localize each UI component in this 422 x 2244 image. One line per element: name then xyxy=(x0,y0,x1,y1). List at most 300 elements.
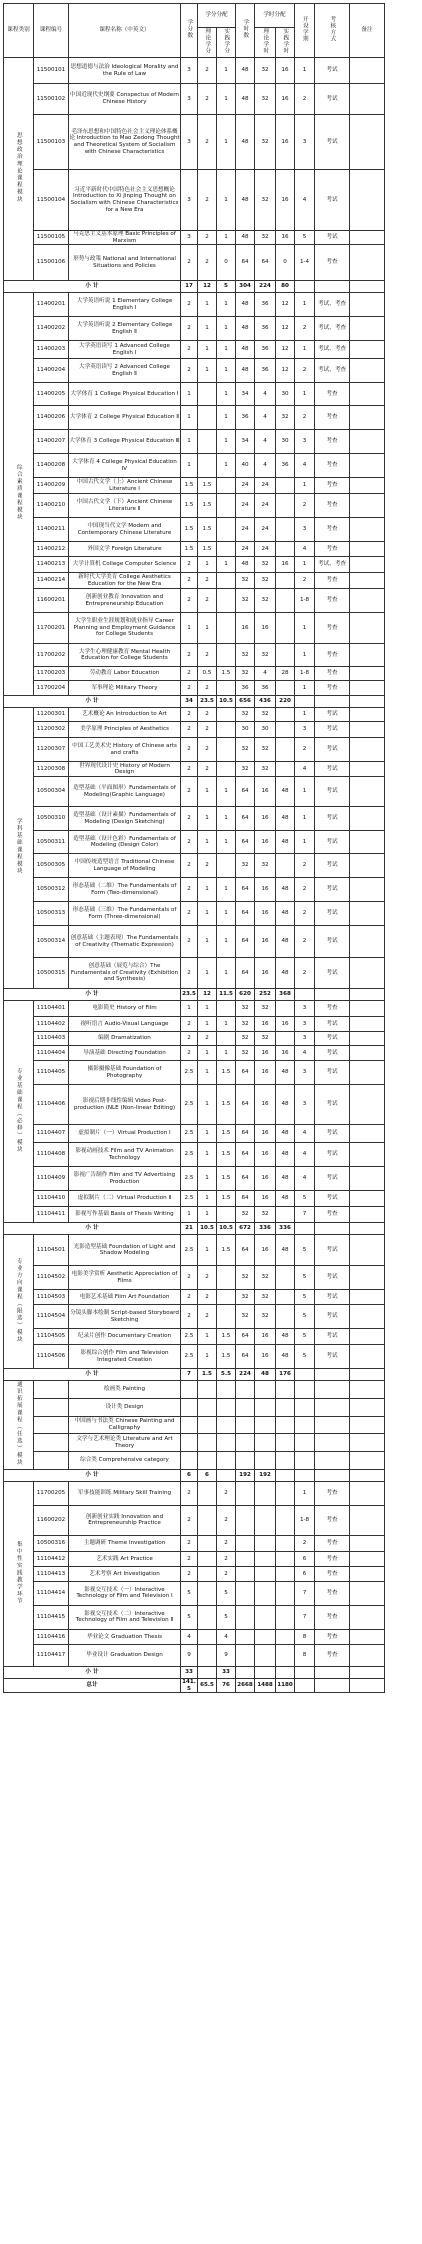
course-practice-credits xyxy=(217,573,236,589)
subtotal-practice-credits xyxy=(217,1469,236,1481)
course-theory-credits xyxy=(198,1416,217,1434)
course-hours xyxy=(236,1434,255,1452)
course-name: 电影美学赏析 Aesthetic Appreciation of Films xyxy=(69,1266,181,1290)
course-credits: 2.5 xyxy=(181,1167,198,1191)
course-theory-credits: 1 xyxy=(198,902,217,926)
header-theory-hours xyxy=(255,28,276,58)
course-assessment: 考试、考查 xyxy=(315,359,350,383)
table-row xyxy=(4,84,421,115)
course-theory-hours: 4 xyxy=(255,383,276,406)
course-name: 艺术考察 Art Investigation xyxy=(69,1566,181,1581)
course-hours xyxy=(236,1535,255,1551)
subtotal-label: 小 计 xyxy=(4,1469,181,1481)
course-theory-credits xyxy=(198,1452,217,1470)
table-row xyxy=(4,878,421,902)
course-practice-credits: 1 xyxy=(217,878,236,902)
course-practice-hours: 48 xyxy=(276,1085,295,1125)
table-row xyxy=(4,1085,421,1125)
course-credits: 1 xyxy=(181,430,198,454)
subtotal-remarks xyxy=(350,989,385,1001)
course-theory-hours: 16 xyxy=(255,878,276,902)
course-hours: 30 xyxy=(236,722,255,738)
course-assessment: 考查 xyxy=(315,1207,350,1223)
course-remarks xyxy=(350,613,385,644)
subtotal-row xyxy=(4,1369,421,1381)
course-semester xyxy=(295,1398,315,1416)
course-theory-hours: 16 xyxy=(255,613,276,644)
course-theory-hours: 32 xyxy=(255,84,276,115)
category-cell xyxy=(4,1235,34,1369)
course-assessment: 考试 xyxy=(315,1266,350,1290)
course-assessment: 考查 xyxy=(315,613,350,644)
course-practice-credits: 2 xyxy=(217,1535,236,1551)
course-remarks xyxy=(350,589,385,613)
course-name: 劳动教育 Labor Education xyxy=(69,667,181,681)
course-credits: 2.5 xyxy=(181,1329,198,1345)
subtotal-assessment xyxy=(315,696,350,708)
category-cell xyxy=(4,708,34,989)
course-theory-credits: 2 xyxy=(198,58,217,84)
course-remarks xyxy=(350,1305,385,1329)
course-remarks xyxy=(350,1629,385,1644)
course-theory-credits: 1 xyxy=(198,557,217,573)
course-theory-credits: 1 xyxy=(198,359,217,383)
course-remarks xyxy=(350,1125,385,1143)
table-row xyxy=(4,1416,421,1434)
course-remarks xyxy=(350,317,385,341)
course-assessment: 考查 xyxy=(315,518,350,542)
course-assessment: 考试、考查 xyxy=(315,341,350,359)
course-practice-hours: 28 xyxy=(276,667,295,681)
course-practice-hours xyxy=(276,542,295,557)
course-remarks xyxy=(350,1505,385,1535)
course-remarks xyxy=(350,542,385,557)
table-row xyxy=(4,1535,421,1551)
subtotal-remarks xyxy=(350,1469,385,1481)
course-theory-hours xyxy=(255,1581,276,1605)
course-practice-hours: 36 xyxy=(276,454,295,478)
course-practice-hours xyxy=(276,1032,295,1046)
course-name: 大学计算机 College Computer Science xyxy=(69,557,181,573)
course-hours: 48 xyxy=(236,557,255,573)
course-credits: 5 xyxy=(181,1605,198,1629)
course-practice-hours: 16 xyxy=(276,170,295,231)
course-theory-hours: 16 xyxy=(255,1167,276,1191)
course-assessment: 考查 xyxy=(315,1505,350,1535)
subtotal-remarks xyxy=(350,1223,385,1235)
course-hours: 64 xyxy=(236,1235,255,1266)
course-remarks xyxy=(350,1017,385,1032)
course-theory-hours: 16 xyxy=(255,1046,276,1061)
course-code xyxy=(34,1416,69,1434)
course-assessment: 考试 xyxy=(315,854,350,878)
subtotal-theory-hours: 436 xyxy=(255,696,276,708)
grand-total-label: 总计 xyxy=(4,1678,181,1692)
course-hours: 34 xyxy=(236,383,255,406)
subtotal-theory-hours: 48 xyxy=(255,1369,276,1381)
course-theory-credits: 2 xyxy=(198,681,217,696)
course-practice-credits: 4 xyxy=(217,1629,236,1644)
course-assessment: 考查 xyxy=(315,406,350,430)
course-assessment: 考试 xyxy=(315,84,350,115)
course-name: 大学生心理健康教育 Mental Health Education for College Students xyxy=(69,644,181,667)
course-semester: 3 xyxy=(295,1001,315,1017)
course-theory-credits: 2 xyxy=(198,738,217,762)
course-theory-hours xyxy=(255,1566,276,1581)
course-hours: 48 xyxy=(236,341,255,359)
course-theory-credits: 1 xyxy=(198,1017,217,1032)
course-assessment xyxy=(315,1452,350,1470)
course-practice-credits xyxy=(217,478,236,494)
course-credits: 5 xyxy=(181,1581,198,1605)
course-practice-hours xyxy=(276,1452,295,1470)
course-remarks xyxy=(350,1143,385,1167)
course-name: 大学体育 1 College Physical Education Ⅰ xyxy=(69,383,181,406)
course-code: 11104505 xyxy=(34,1329,69,1345)
subtotal-semester xyxy=(295,1369,315,1381)
course-hours: 32 xyxy=(236,1046,255,1061)
course-hours: 16 xyxy=(236,613,255,644)
table-row xyxy=(4,667,421,681)
course-semester: 2 xyxy=(295,573,315,589)
header-practice-hours xyxy=(276,28,295,58)
course-theory-hours: 32 xyxy=(255,1001,276,1017)
course-credits xyxy=(181,1452,198,1470)
course-credits: 2.5 xyxy=(181,1085,198,1125)
course-practice-credits: 1 xyxy=(217,807,236,831)
course-semester: 1 xyxy=(295,557,315,573)
table-row xyxy=(4,1032,421,1046)
course-credits: 2.5 xyxy=(181,1235,198,1266)
table-row xyxy=(4,589,421,613)
subtotal-remarks xyxy=(350,281,385,293)
course-theory-hours: 30 xyxy=(255,722,276,738)
course-semester: 5 xyxy=(295,1305,315,1329)
course-remarks xyxy=(350,1085,385,1125)
course-semester: 4 xyxy=(295,454,315,478)
category-cell xyxy=(4,58,34,281)
category-label: 学科基础课程模块 xyxy=(15,818,22,876)
course-hours: 32 xyxy=(236,1305,255,1329)
course-credits: 2 xyxy=(181,573,198,589)
course-theory-hours: 16 xyxy=(255,1191,276,1207)
grand-total-assessment xyxy=(315,1678,350,1692)
header-assessment xyxy=(315,4,350,58)
course-code: 11200308 xyxy=(34,762,69,777)
course-practice-credits xyxy=(217,1305,236,1329)
course-semester: 2 xyxy=(295,926,315,958)
course-practice-credits: 1.5 xyxy=(217,1191,236,1207)
course-practice-credits xyxy=(217,1290,236,1305)
course-theory-credits: 1 xyxy=(198,1046,217,1061)
course-theory-credits: 1 xyxy=(198,1061,217,1085)
course-remarks xyxy=(350,958,385,989)
course-semester: 5 xyxy=(295,1290,315,1305)
course-hours: 64 xyxy=(236,1085,255,1125)
course-practice-hours xyxy=(276,1629,295,1644)
course-theory-hours xyxy=(255,1629,276,1644)
course-practice-credits xyxy=(217,589,236,613)
course-semester: 4 xyxy=(295,1167,315,1191)
course-assessment: 考试 xyxy=(315,762,350,777)
course-hours: 32 xyxy=(236,1266,255,1290)
course-hours: 32 xyxy=(236,738,255,762)
course-theory-hours: 64 xyxy=(255,245,276,281)
course-name: 影视交互技术（二）Interactive Technology of Film and Television Ⅱ xyxy=(69,1605,181,1629)
table-row xyxy=(4,902,421,926)
course-practice-hours xyxy=(276,681,295,696)
course-theory-credits xyxy=(198,1605,217,1629)
course-hours: 36 xyxy=(236,681,255,696)
table-row xyxy=(4,1001,421,1017)
header-practice-credits xyxy=(217,28,236,58)
subtotal-semester xyxy=(295,1223,315,1235)
course-hours: 24 xyxy=(236,518,255,542)
course-theory-hours: 32 xyxy=(255,762,276,777)
course-hours: 64 xyxy=(236,878,255,902)
grand-total-credits: 141.5 xyxy=(182,1678,196,1692)
course-credits xyxy=(181,1416,198,1434)
course-theory-credits: 1 xyxy=(198,613,217,644)
table-row xyxy=(4,613,421,644)
header-hours xyxy=(236,4,255,58)
course-semester: 7 xyxy=(295,1581,315,1605)
course-name: 大学英语读写 1 Advanced College English Ⅰ xyxy=(69,341,181,359)
course-assessment: 考查 xyxy=(315,589,350,613)
course-name: 影视写作基础 Basis of Thesis Writing xyxy=(69,1207,181,1223)
course-theory-hours: 32 xyxy=(255,854,276,878)
subtotal-hours: 656 xyxy=(236,696,255,708)
course-credits: 1 xyxy=(181,454,198,478)
course-code: 11400205 xyxy=(34,383,69,406)
course-theory-credits: 1 xyxy=(198,1207,217,1223)
course-theory-credits xyxy=(198,1434,217,1452)
course-practice-credits: 1 xyxy=(217,115,236,170)
course-name: 分镜头脚本绘制 Script-based Storyboard Sketching xyxy=(69,1305,181,1329)
course-practice-hours xyxy=(276,494,295,518)
subtotal-practice-credits: 11.5 xyxy=(217,989,236,1001)
course-practice-credits: 1.5 xyxy=(217,1167,236,1191)
course-practice-hours xyxy=(276,722,295,738)
course-hours: 24 xyxy=(236,542,255,557)
course-hours: 32 xyxy=(236,854,255,878)
course-theory-hours: 24 xyxy=(255,478,276,494)
course-code: 11500101 xyxy=(34,58,69,84)
course-theory-hours: 16 xyxy=(255,1125,276,1143)
course-credits: 2 xyxy=(181,644,198,667)
course-theory-credits: 1 xyxy=(198,958,217,989)
course-code: 11500105 xyxy=(34,231,69,245)
course-theory-credits xyxy=(198,1581,217,1605)
table-row xyxy=(4,1017,421,1032)
course-credits: 2 xyxy=(181,1290,198,1305)
course-assessment: 考试 xyxy=(315,1046,350,1061)
course-practice-hours xyxy=(276,1381,295,1399)
course-assessment: 考试 xyxy=(315,738,350,762)
subtotal-theory-credits: 10.5 xyxy=(198,1223,217,1235)
subtotal-practice-credits: 10.5 xyxy=(217,1223,236,1235)
course-code: 11500102 xyxy=(34,84,69,115)
table-row xyxy=(4,1235,421,1266)
course-credits: 3 xyxy=(181,115,198,170)
course-practice-hours: 16 xyxy=(276,1046,295,1061)
course-remarks xyxy=(350,1535,385,1551)
course-practice-hours: 12 xyxy=(276,341,295,359)
course-hours: 64 xyxy=(236,1061,255,1085)
course-assessment: 考试 xyxy=(315,878,350,902)
table-row xyxy=(4,1305,421,1329)
subtotal-credits: 33 xyxy=(181,1666,198,1678)
course-credits: 2 xyxy=(181,1305,198,1329)
course-theory-hours: 24 xyxy=(255,542,276,557)
course-credits: 2.5 xyxy=(181,1143,198,1167)
course-code: 11400207 xyxy=(34,430,69,454)
course-practice-credits: 1.5 xyxy=(217,1345,236,1369)
course-assessment: 考试 xyxy=(315,958,350,989)
course-practice-hours: 12 xyxy=(276,359,295,383)
course-remarks xyxy=(350,1266,385,1290)
course-remarks xyxy=(350,383,385,406)
course-practice-credits: 2 xyxy=(217,1551,236,1566)
subtotal-practice-hours xyxy=(276,1666,295,1678)
course-practice-credits: 1.5 xyxy=(217,1235,236,1266)
course-semester: 2 xyxy=(295,359,315,383)
course-code: 11104410 xyxy=(34,1191,69,1207)
course-semester: 1 xyxy=(295,341,315,359)
table-row xyxy=(4,115,421,170)
course-assessment: 考试 xyxy=(315,1191,350,1207)
subtotal-row xyxy=(4,1223,421,1235)
course-credits: 2 xyxy=(181,926,198,958)
course-credits: 9 xyxy=(181,1644,198,1666)
course-code: 11104417 xyxy=(34,1644,69,1666)
table-row xyxy=(4,926,421,958)
course-practice-hours: 48 xyxy=(276,831,295,854)
course-code: 11104412 xyxy=(34,1551,69,1566)
course-semester: 3 xyxy=(295,115,315,170)
course-code: 11104411 xyxy=(34,1207,69,1223)
course-hours: 34 xyxy=(236,430,255,454)
course-practice-hours: 16 xyxy=(276,557,295,573)
course-name: 编剧 Dramatization xyxy=(69,1032,181,1046)
course-practice-credits: 1 xyxy=(217,231,236,245)
course-code: 11500106 xyxy=(34,245,69,281)
course-credits: 2.5 xyxy=(181,1061,198,1085)
course-remarks xyxy=(350,1434,385,1452)
course-credits: 2 xyxy=(181,1551,198,1566)
course-theory-hours: 32 xyxy=(255,738,276,762)
course-assessment: 考试 xyxy=(315,170,350,231)
subtotal-remarks xyxy=(350,696,385,708)
course-credits: 1.5 xyxy=(181,542,198,557)
course-remarks xyxy=(350,231,385,245)
course-practice-credits: 1 xyxy=(217,341,236,359)
course-hours: 64 xyxy=(236,1167,255,1191)
course-name: 形势与政策 National and International Situations and Policies xyxy=(69,245,181,281)
category-cell xyxy=(4,293,34,696)
course-name: 毛泽东思想和中国特色社会主义理论体系概论 Introduction to Mao Zedong Thought and Theoretical System of Socialism with Chinese Characteristics xyxy=(69,115,181,170)
table-row xyxy=(4,1551,421,1566)
course-hours: 48 xyxy=(236,231,255,245)
course-code xyxy=(34,1434,69,1452)
course-practice-hours xyxy=(276,1551,295,1566)
course-hours: 36 xyxy=(236,406,255,430)
course-code: 11400211 xyxy=(34,518,69,542)
course-practice-credits xyxy=(217,518,236,542)
course-semester: 3 xyxy=(295,1017,315,1032)
course-semester: 2 xyxy=(295,317,315,341)
table-row xyxy=(4,454,421,478)
table-row xyxy=(4,762,421,777)
course-theory-hours: 16 xyxy=(255,1061,276,1085)
course-remarks xyxy=(350,1416,385,1434)
course-remarks xyxy=(350,1644,385,1666)
course-practice-hours xyxy=(276,1266,295,1290)
course-theory-hours xyxy=(255,1551,276,1566)
course-theory-credits: 1.5 xyxy=(198,518,217,542)
course-code: 10500311 xyxy=(34,831,69,854)
category-label: 思想政治理论课程模块 xyxy=(15,132,22,204)
course-credits: 2 xyxy=(181,777,198,807)
course-name: 大学体育 2 College Physical Education Ⅱ xyxy=(69,406,181,430)
course-credits: 2 xyxy=(181,762,198,777)
table-row xyxy=(4,1143,421,1167)
course-name: 中国画与书法类 Chinese Painting and Calligraphy xyxy=(69,1416,181,1434)
course-assessment xyxy=(315,1381,350,1399)
header-remarks: 备注 xyxy=(350,4,385,58)
course-theory-credits xyxy=(198,1551,217,1566)
course-name: 中国现当代文学 Modern and Contemporary Chinese Literature xyxy=(69,518,181,542)
course-assessment: 考查 xyxy=(315,681,350,696)
course-theory-hours: 4 xyxy=(255,454,276,478)
course-hours: 32 xyxy=(236,667,255,681)
table-row xyxy=(4,1345,421,1369)
subtotal-remarks xyxy=(350,1369,385,1381)
course-assessment: 考试 xyxy=(315,1061,350,1085)
course-name: 世界现代设计史 History of Modern Design xyxy=(69,762,181,777)
subtotal-hours: 620 xyxy=(236,989,255,1001)
course-code: 11104408 xyxy=(34,1143,69,1167)
course-credits: 2 xyxy=(181,1032,198,1046)
course-hours: 64 xyxy=(236,807,255,831)
course-name: 艺术实践 Art Practice xyxy=(69,1551,181,1566)
course-name: 影视综合创作 Film and Television Integrated Creation xyxy=(69,1345,181,1369)
course-code: 11700205 xyxy=(34,1481,69,1505)
course-practice-credits xyxy=(217,542,236,557)
course-practice-credits: 1 xyxy=(217,58,236,84)
course-code: 11104403 xyxy=(34,1032,69,1046)
course-theory-credits xyxy=(198,406,217,430)
course-credits: 1.5 xyxy=(181,478,198,494)
course-practice-hours xyxy=(276,1605,295,1629)
course-assessment: 考查 xyxy=(315,1001,350,1017)
course-credits: 1.5 xyxy=(181,494,198,518)
course-remarks xyxy=(350,573,385,589)
course-code: 11104502 xyxy=(34,1266,69,1290)
course-code: 11200302 xyxy=(34,722,69,738)
course-practice-hours: 0 xyxy=(276,245,295,281)
course-hours: 64 xyxy=(236,926,255,958)
course-practice-hours: 48 xyxy=(276,807,295,831)
course-practice-hours: 48 xyxy=(276,878,295,902)
course-name: 纪录片创作 Documentary Creation xyxy=(69,1329,181,1345)
course-theory-hours: 32 xyxy=(255,1032,276,1046)
course-theory-credits: 2 xyxy=(198,1032,217,1046)
course-theory-hours: 32 xyxy=(255,58,276,84)
header-theory-credits-text: 理论学分 xyxy=(204,28,211,55)
course-remarks xyxy=(350,738,385,762)
course-credits: 3 xyxy=(181,170,198,231)
